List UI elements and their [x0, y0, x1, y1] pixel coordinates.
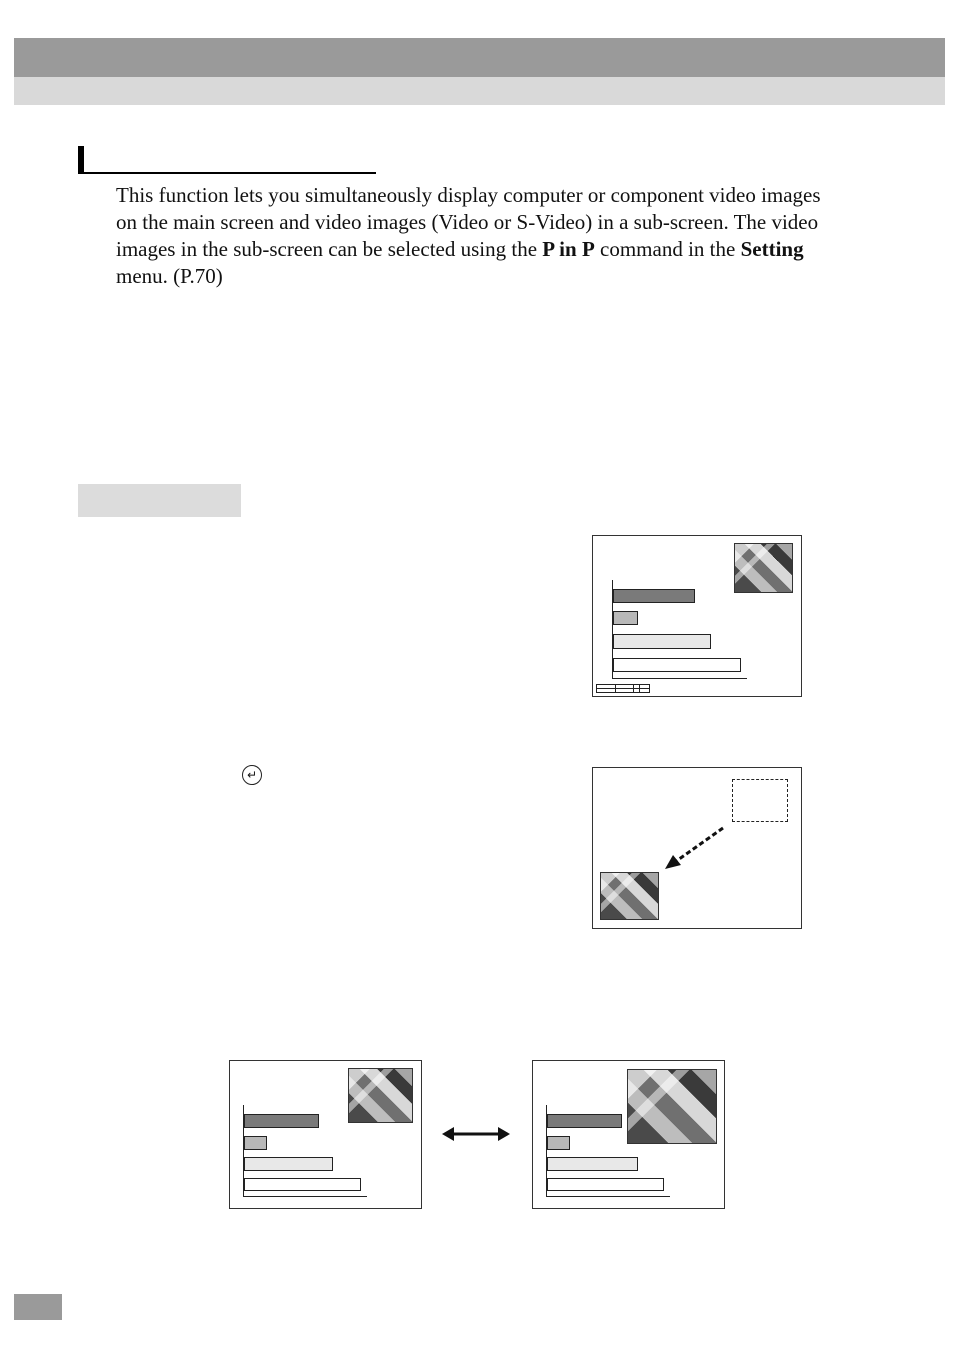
status-bar	[596, 684, 650, 693]
page-number-tab	[14, 1294, 62, 1320]
section-heading-marker	[78, 146, 84, 174]
chart-bar-4	[547, 1178, 664, 1191]
p-in-p-command: P in P	[542, 237, 595, 261]
figure-size-small	[229, 1060, 422, 1209]
intro-text-1: This function lets you simultaneously display computer or component video images on the main screen and video images (Video or S-Video) in a sub-screen. The video images in the sub-screen can be selected using the	[116, 183, 821, 261]
header-band	[14, 38, 945, 77]
setting-menu: Setting	[740, 237, 804, 261]
intro-paragraph	[116, 182, 836, 290]
chart-bar-2	[244, 1136, 267, 1150]
figure-subscreen-display	[592, 535, 802, 697]
chart-bar-4	[613, 658, 741, 672]
chart-bar-3	[613, 634, 711, 649]
figure-size-large	[532, 1060, 725, 1209]
chart-bar-2	[547, 1136, 570, 1150]
chart-bar-3	[244, 1157, 333, 1171]
small-sub-screen-image	[348, 1068, 413, 1123]
chart-axis-horizontal	[546, 1196, 670, 1197]
chart-bar-4	[244, 1178, 361, 1191]
chart-axis-horizontal	[612, 678, 747, 679]
moved-sub-screen-image	[600, 872, 659, 920]
chart-bar-2	[613, 611, 638, 625]
chart-bar-3	[547, 1157, 638, 1171]
large-sub-screen-image	[627, 1069, 717, 1144]
enter-button-icon: ↵	[242, 765, 262, 785]
intro-text-2: command in the	[594, 237, 741, 261]
figure-move-subscreen	[592, 767, 802, 929]
procedure-heading-band	[78, 484, 241, 517]
chart-axis-horizontal	[243, 1196, 367, 1197]
sub-screen-image	[734, 543, 793, 593]
section-heading-rule	[84, 172, 376, 174]
subheader-band	[14, 77, 945, 105]
chart-bar-1	[244, 1114, 319, 1128]
chart-bar-1	[547, 1114, 622, 1128]
intro-text-3: menu. (P.70)	[116, 264, 223, 288]
chart-bar-1	[613, 589, 695, 603]
toggle-double-arrow-icon	[440, 1124, 512, 1144]
